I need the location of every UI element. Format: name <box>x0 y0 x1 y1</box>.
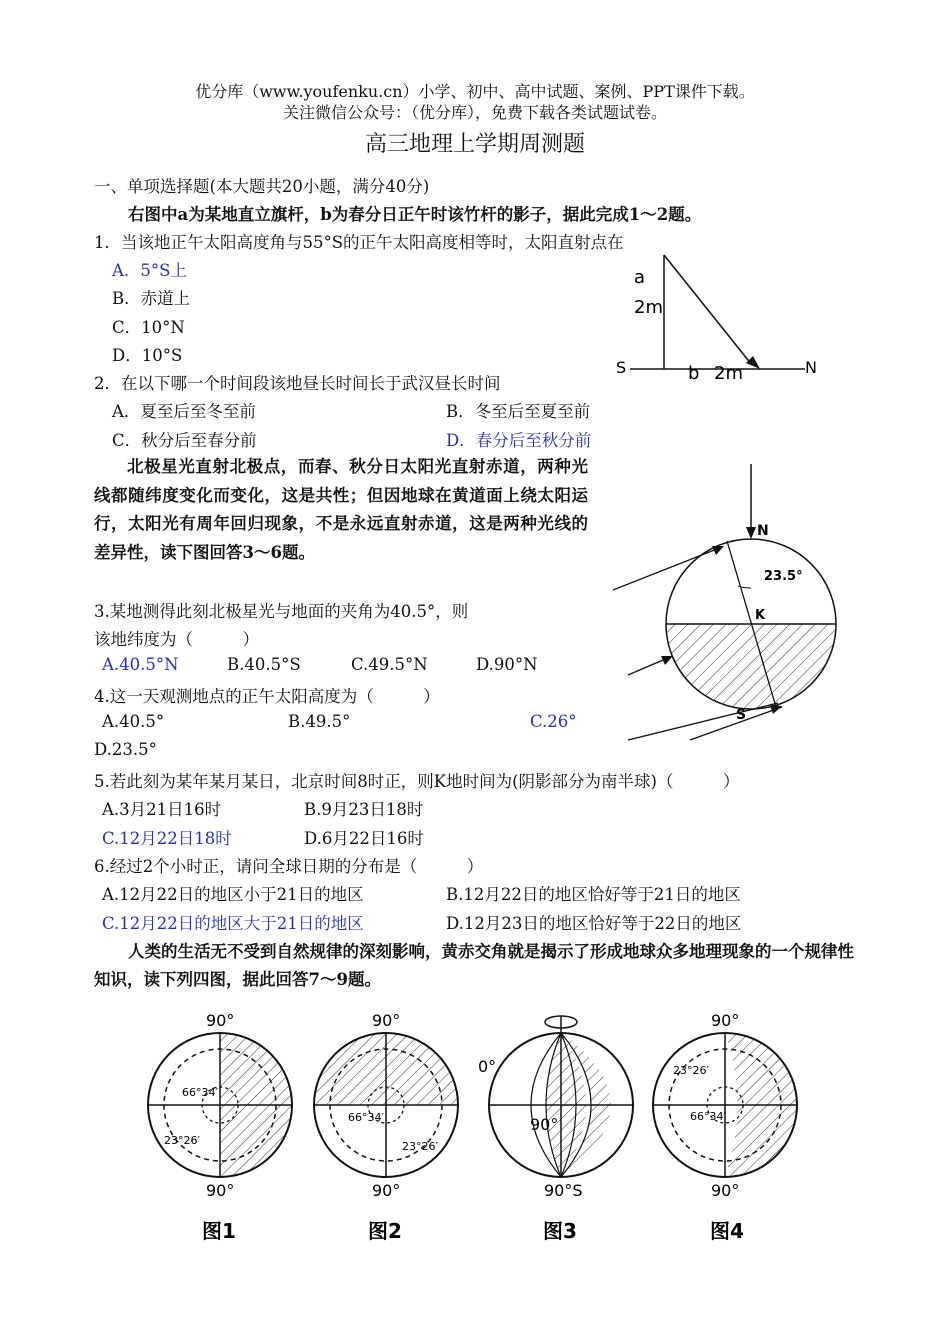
q6-stem: 6.经过2个小时正，请问全球日期的分布是（ ） <box>94 857 484 876</box>
q5-stem: 5.若此刻为某年某月某日，北京时间8时正，则K地时间为(阴影部分为南半球)（ ） <box>94 772 740 791</box>
q2-option-b: B．冬至后至夏至前 <box>446 402 591 421</box>
label-s: S <box>616 358 627 377</box>
q4-option-c: C.26° <box>530 712 577 731</box>
polaris-arrow-icon <box>746 527 756 539</box>
q6-option-b: B.12月22日的地区恰好等于21日的地区 <box>446 885 741 904</box>
fig2-top-label: 90° <box>372 1011 401 1030</box>
label-b-length: 2m <box>714 363 743 384</box>
globe-fig-2 <box>310 1011 470 1200</box>
fig1-bottom-label: 90° <box>206 1181 235 1200</box>
q6-option-c: C.12月22日的地区大于21日的地区 <box>102 914 364 933</box>
fig3-bottom-label: 90°S <box>544 1181 583 1200</box>
sun-ray-1 <box>613 547 722 590</box>
fig3-ninety-label: 90° <box>530 1115 559 1134</box>
fig4-top-label: 90° <box>711 1011 740 1030</box>
intro-2: 北极星光直射北极点，而春、秋分日太阳光直射赤道，两种光线都随纬度变化而变化，这是共性；但因地球在黄道面上绕太阳运行，太阳光有周年回归现象，不是永远直射赤道，这是两种光线的差异性，读下图回答3～6题。 <box>94 457 588 562</box>
q3-stem-line-2: 该地纬度为（ ） <box>94 630 259 649</box>
label-s-pole: S <box>736 707 747 723</box>
q5-option-a: A.3月21日16时 <box>102 800 222 819</box>
four-globes-figure <box>140 1008 810 1253</box>
fig4-tropic-label: 23°26′ <box>673 1064 709 1077</box>
section-heading: 一、单项选择题(本大题共20小题，满分40分) <box>94 177 430 196</box>
header-line-2: 关注微信公众号：（优分库），免费下载各类试题试卷。 <box>282 103 667 122</box>
q1-option-d: D．10°S <box>112 346 183 365</box>
q4-option-d: D.23.5° <box>94 740 157 759</box>
globe-fig-3 <box>478 1016 633 1200</box>
caption-fig-3: 图3 <box>543 1219 577 1243</box>
q3-stem-line-1: 3.某地测得此刻北极星光与地面的夹角为40.5°，则 <box>94 602 469 621</box>
caption-fig-1: 图1 <box>202 1219 236 1243</box>
page-title: 高三地理上学期周测题 <box>364 132 585 157</box>
q3-option-c: C.49.5°N <box>351 655 428 674</box>
q1-stem: 1．当该地正午太阳高度角与55°S的正午太阳高度相等时，太阳直射点在 <box>94 233 624 252</box>
intro-3: 人类的生活无不受到自然规律的深刻影响，黄赤交角就是揭示了形成地球众多地理现象的一个规律性知识，读下列四图，据此回答7～9题。 <box>94 942 854 989</box>
fig1-arctic-label: 66°34′ <box>182 1086 218 1099</box>
label-n: N <box>805 358 817 377</box>
q1-option-c: C．10°N <box>112 318 185 337</box>
globe-k-figure <box>610 460 850 750</box>
flagpole-shadow-figure <box>600 245 840 390</box>
label-k: K <box>755 608 766 623</box>
q2-option-c: C．秋分后至春分前 <box>112 431 257 450</box>
header-line-1: 优分库（www.youfenku.cn）小学、初中、高中试题、案例、PPT课件下载。 <box>195 82 755 101</box>
q5-option-b: B.9月23日18时 <box>304 800 424 819</box>
q4-option-a: A.40.5° <box>102 712 165 731</box>
q3-option-d: D.90°N <box>476 655 538 674</box>
fig1-top-label: 90° <box>206 1011 235 1030</box>
angle-arc <box>738 586 751 588</box>
caption-fig-4: 图4 <box>710 1219 744 1243</box>
globe-fig-4 <box>653 1011 810 1200</box>
sun-ray-line <box>664 255 752 365</box>
fig4-arctic-label: 66°34′ <box>690 1110 726 1123</box>
q1-option-a: A．5°S上 <box>112 261 187 280</box>
label-a: a <box>634 267 646 288</box>
label-a-length: 2m <box>634 297 663 318</box>
q2-option-a: A．夏至后至冬至前 <box>112 402 256 421</box>
q6-option-d: D.12月23日的地区恰好等于22日的地区 <box>446 914 742 933</box>
fig2-arctic-label: 66°34′ <box>348 1111 384 1124</box>
sun-ray-arrow-3-icon <box>770 705 782 714</box>
caption-fig-2: 图2 <box>368 1219 402 1243</box>
globe-fig-1 <box>148 1011 300 1200</box>
q3-option-b: B.40.5°S <box>227 655 301 674</box>
fig2-bottom-label: 90° <box>372 1181 401 1200</box>
fig2-tropic-label: 23°26′ <box>402 1140 438 1153</box>
q6-option-a: A.12月22日的地区小于21日的地区 <box>102 885 364 904</box>
label-angle: 23.5° <box>764 569 803 584</box>
sun-ray-3 <box>628 703 778 740</box>
q2-stem: 2．在以下哪一个时间段该地昼长时间长于武汉昼长时间 <box>94 374 501 393</box>
label-b: b <box>688 363 700 384</box>
fig3-zero-label: 0° <box>478 1057 497 1076</box>
q1-option-b: B．赤道上 <box>112 289 191 308</box>
intro-1: 右图中a为某地直立旗杆，b为春分日正午时该竹杆的影子，据此完成1～2题。 <box>128 205 702 224</box>
q2-option-d: D．春分后至秋分前 <box>446 431 592 450</box>
q4-stem: 4.这一天观测地点的正午太阳高度为（ ） <box>94 687 440 706</box>
fig1-tropic-label: 23°26′ <box>164 1134 200 1147</box>
q5-option-d: D.6月22日16时 <box>304 829 424 848</box>
label-n-pole: N <box>757 523 769 539</box>
q4-option-b: B.49.5° <box>288 712 351 731</box>
arrow-head-icon <box>746 356 760 369</box>
q5-option-c: C.12月22日18时 <box>102 829 232 848</box>
fig4-bottom-label: 90° <box>711 1181 740 1200</box>
q3-option-a: A.40.5°N <box>102 655 179 674</box>
